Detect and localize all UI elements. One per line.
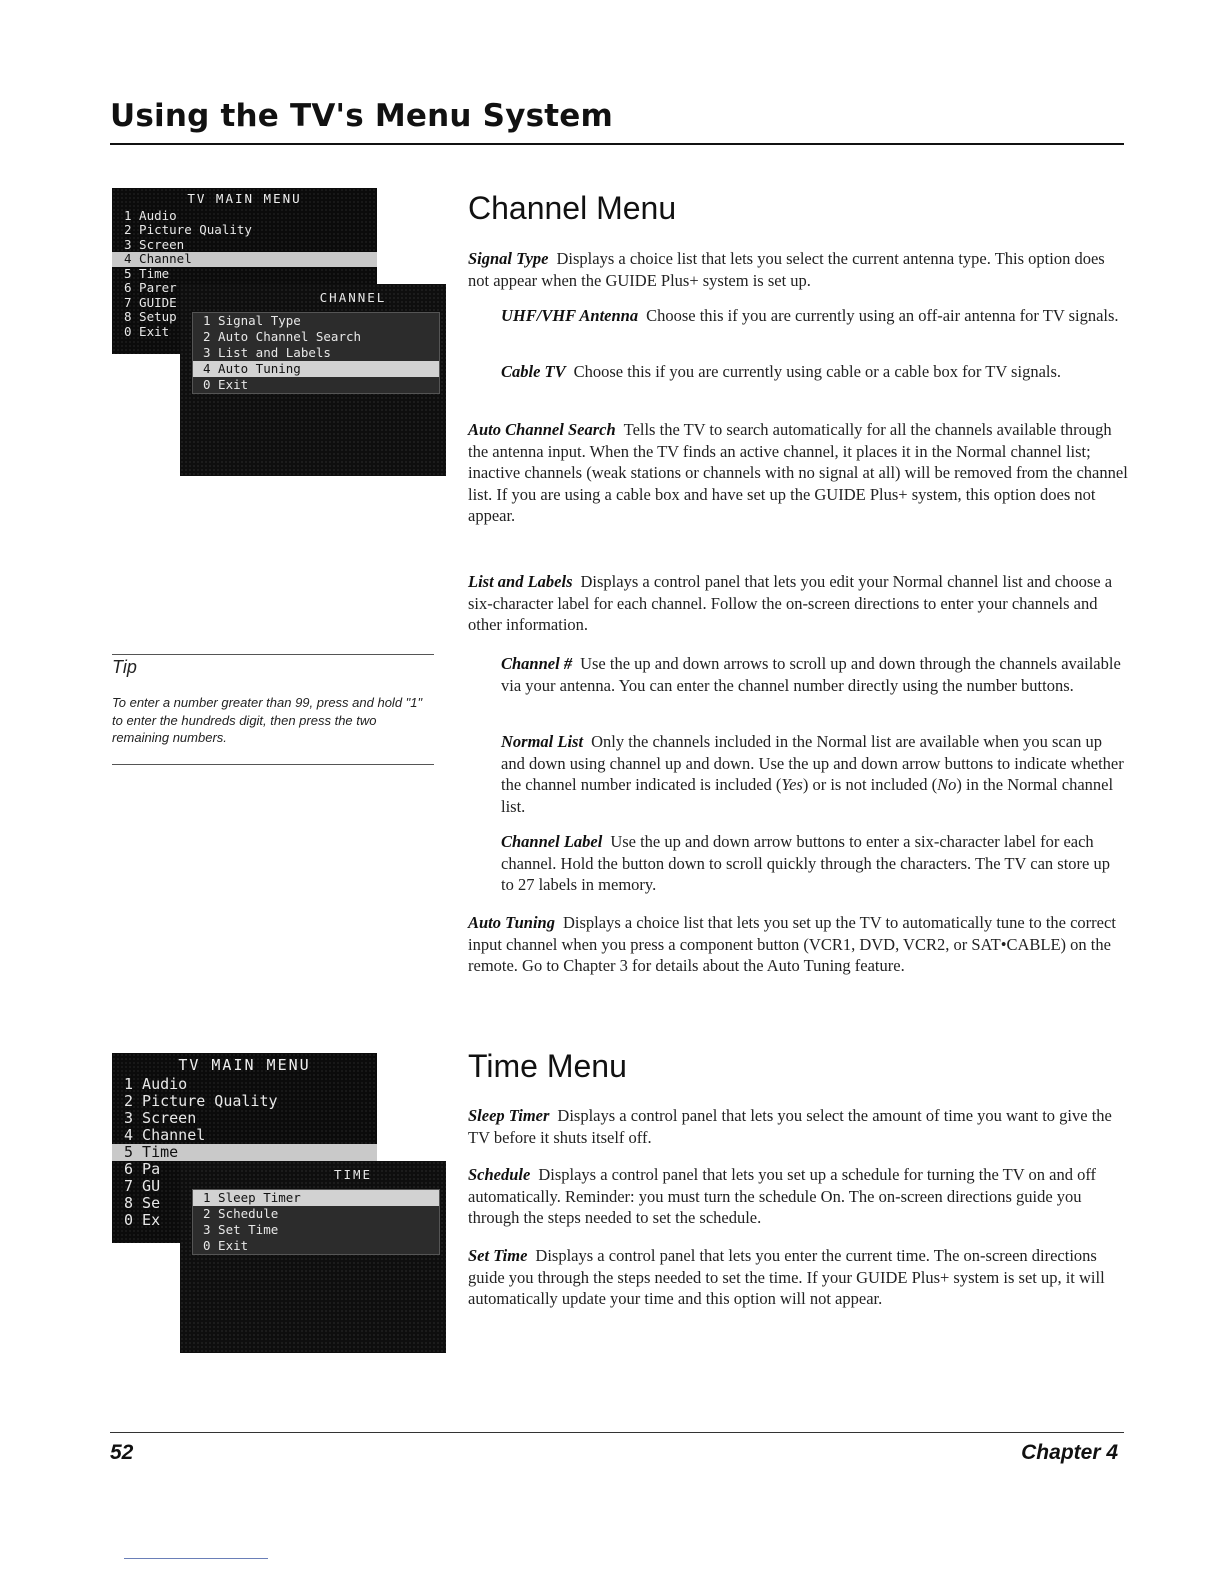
channel-number-paragraph [501, 653, 1126, 696]
tip-label: Tip [112, 657, 137, 677]
main-menu-item: 5 Time [124, 266, 170, 281]
header-rule [110, 143, 1124, 145]
tip-text: To enter a number greater than 99, press and hold "1" to enter the hundreds digit, then press the two remaining numbers. [112, 695, 423, 745]
submenu-title: TIME [333, 1167, 373, 1182]
main-menu-item-selected: 4 Channel [112, 252, 377, 267]
main-menu-item: 6 Parer [124, 281, 177, 295]
main-menu-item: 8 Setup [124, 310, 177, 324]
term-signal-type: Signal Type [468, 249, 549, 268]
page-number: 52 [110, 1441, 134, 1464]
submenu-item: 3 List and Labels [203, 345, 331, 360]
normal-list-no: No [937, 775, 957, 795]
term-channel-label: Channel Label [501, 832, 603, 851]
submenu-item-selected: 4 Auto Tuning [193, 361, 439, 377]
schedule-text: Displays a control panel that lets you set up a schedule for turning the TV on and off automatically. Reminder: you must turn the schedule On. The on-screen directions guide you through the steps needed to set the schedule. [468, 1165, 1097, 1228]
main-menu-item: 1 Audio [124, 208, 177, 223]
footer-rule [110, 1432, 1124, 1433]
time-menu-heading: Time Menu [468, 1048, 627, 1084]
submenu-item: 2 Schedule [203, 1206, 279, 1221]
channel-label-text: Use the up and down arrow buttons to enter a six-character label for each channel. Hold the button down to scroll quickly through the characters. The TV can store up to 27 labels in memory. [501, 832, 1110, 895]
submenu-item: 0 Exit [203, 1238, 249, 1253]
main-menu-item: 4 Channel [124, 1127, 206, 1144]
uhf-vhf-paragraph [501, 305, 1126, 327]
auto-tuning-text: Displays a choice list that lets you set up the TV to automatically tune to the correct input channel when you press a component button (VCR1, DVD, VCR2, or SAT•CABLE) on the remote. Go to Chapter 3 for details about the Auto Tuning feature. [468, 913, 1116, 976]
time-menu-screenshot [112, 1053, 448, 1355]
normal-list-yes: Yes [781, 775, 803, 795]
set-time-paragraph [468, 1245, 1128, 1310]
main-menu-item: 2 Picture Quality [124, 1093, 278, 1110]
page-header-title: Using the TV's Menu System [110, 98, 614, 134]
term-list-and-labels: List and Labels [468, 572, 573, 591]
term-sleep-timer: Sleep Timer [468, 1106, 550, 1125]
term-normal-list: Normal List [501, 732, 584, 751]
channel-menu-heading: Channel Menu [468, 190, 677, 226]
set-time-text: Displays a control panel that lets you enter the current time. The on-screen directions guide you through the steps needed to set the time. If your GUIDE Plus+ system is set up, it will automatically update your time and this option will not appear. [468, 1246, 1105, 1309]
tv-main-menu-title: TV MAIN MENU [187, 191, 302, 206]
term-set-time: Set Time [468, 1246, 528, 1265]
submenu-item: 3 Set Time [203, 1222, 279, 1237]
chapter-label: Chapter 4 [1021, 1441, 1118, 1464]
term-auto-tuning: Auto Tuning [468, 913, 555, 932]
term-auto-channel-search: Auto Channel Search [468, 420, 616, 439]
cable-tv-paragraph [501, 361, 1126, 383]
submenu-item: 0 Exit [203, 377, 249, 392]
auto-channel-search-text: Tells the TV to search automatically for all the channels available through the antenna input. When the TV finds an active channel, it places it in the Normal channel list; inactive channels (weak stations or channels with no signal at all) will be removed from the channel list. If you are using a cable box and have set up the GUIDE Plus+ system, this option does not appear. [468, 420, 1128, 526]
normal-list-text-c: ) in the Normal channel list. [501, 775, 1114, 816]
submenu-list [192, 312, 440, 394]
normal-list-text-a: Only the channels included in the Normal list are available when you scan up and down using channel up and down. Use the up and down arrow buttons to indicate whether the channel number indicated is included ( [501, 732, 1124, 795]
auto-channel-search-paragraph [468, 419, 1128, 527]
submenu-item: 1 Signal Type [203, 313, 301, 328]
submenu-item: 2 Auto Channel Search [203, 329, 362, 344]
channel-menu-screenshot [112, 188, 448, 478]
submenu-item-selected: 1 Sleep Timer [193, 1190, 439, 1206]
main-menu-item-selected: 5 Time [112, 1144, 377, 1161]
tv-submenu-panel [180, 1161, 446, 1353]
channel-label-paragraph [501, 831, 1126, 896]
main-menu-item: 3 Screen [124, 237, 185, 252]
tv-main-menu-title: TV MAIN MENU [178, 1056, 311, 1074]
list-and-labels-paragraph [468, 571, 1128, 636]
term-uhf-vhf-antenna: UHF/VHF Antenna [501, 306, 639, 325]
sleep-timer-paragraph [468, 1105, 1128, 1148]
schedule-paragraph [468, 1164, 1128, 1229]
main-menu-item: 6 Pa [124, 1161, 161, 1178]
bottom-edge-mark [124, 1558, 268, 1559]
main-menu-item: 7 GU [124, 1178, 161, 1195]
submenu-list [192, 1189, 440, 1255]
main-menu-item: 3 Screen [124, 1110, 197, 1127]
normal-list-text-b: ) or is not included ( [802, 775, 938, 795]
term-channel-number: Channel # [501, 654, 573, 673]
main-menu-item: 7 GUIDE [124, 295, 177, 310]
main-menu-item: 0 Exit [124, 324, 170, 339]
tip-top-rule [112, 654, 434, 655]
main-menu-item: 0 Ex [124, 1212, 161, 1229]
channel-number-text: Use the up and down arrows to scroll up and down through the channels available via your antenna. You can enter the channel number directly using the number buttons. [501, 654, 1121, 695]
list-and-labels-text: Displays a control panel that lets you edit your Normal channel list and choose a six-character label for each channel. Follow the on-screen directions to enter your channels and other information. [468, 572, 1113, 635]
tip-bottom-rule [112, 764, 434, 765]
submenu-title: CHANNEL [319, 290, 387, 305]
auto-tuning-paragraph [468, 912, 1128, 977]
uhf-vhf-text: Choose this if you are currently using an off-air antenna for TV signals. [646, 306, 1119, 325]
main-menu-item: 2 Picture Quality [124, 223, 252, 237]
tv-submenu-panel [180, 284, 446, 476]
signal-type-text: Displays a choice list that lets you select the current antenna type. This option does not appear when the GUIDE Plus+ system is set up. [468, 249, 1105, 290]
main-menu-item: 8 Se [124, 1195, 161, 1212]
normal-list-paragraph [501, 731, 1126, 817]
sleep-timer-text: Displays a control panel that lets you select the amount of time you want to give the TV before it shuts itself off. [468, 1106, 1112, 1147]
signal-type-paragraph [468, 248, 1128, 291]
term-cable-tv: Cable TV [501, 362, 566, 381]
term-schedule: Schedule [468, 1165, 531, 1184]
main-menu-item: 1 Audio [124, 1076, 188, 1093]
cable-tv-text: Choose this if you are currently using cable or a cable box for TV signals. [573, 362, 1062, 381]
